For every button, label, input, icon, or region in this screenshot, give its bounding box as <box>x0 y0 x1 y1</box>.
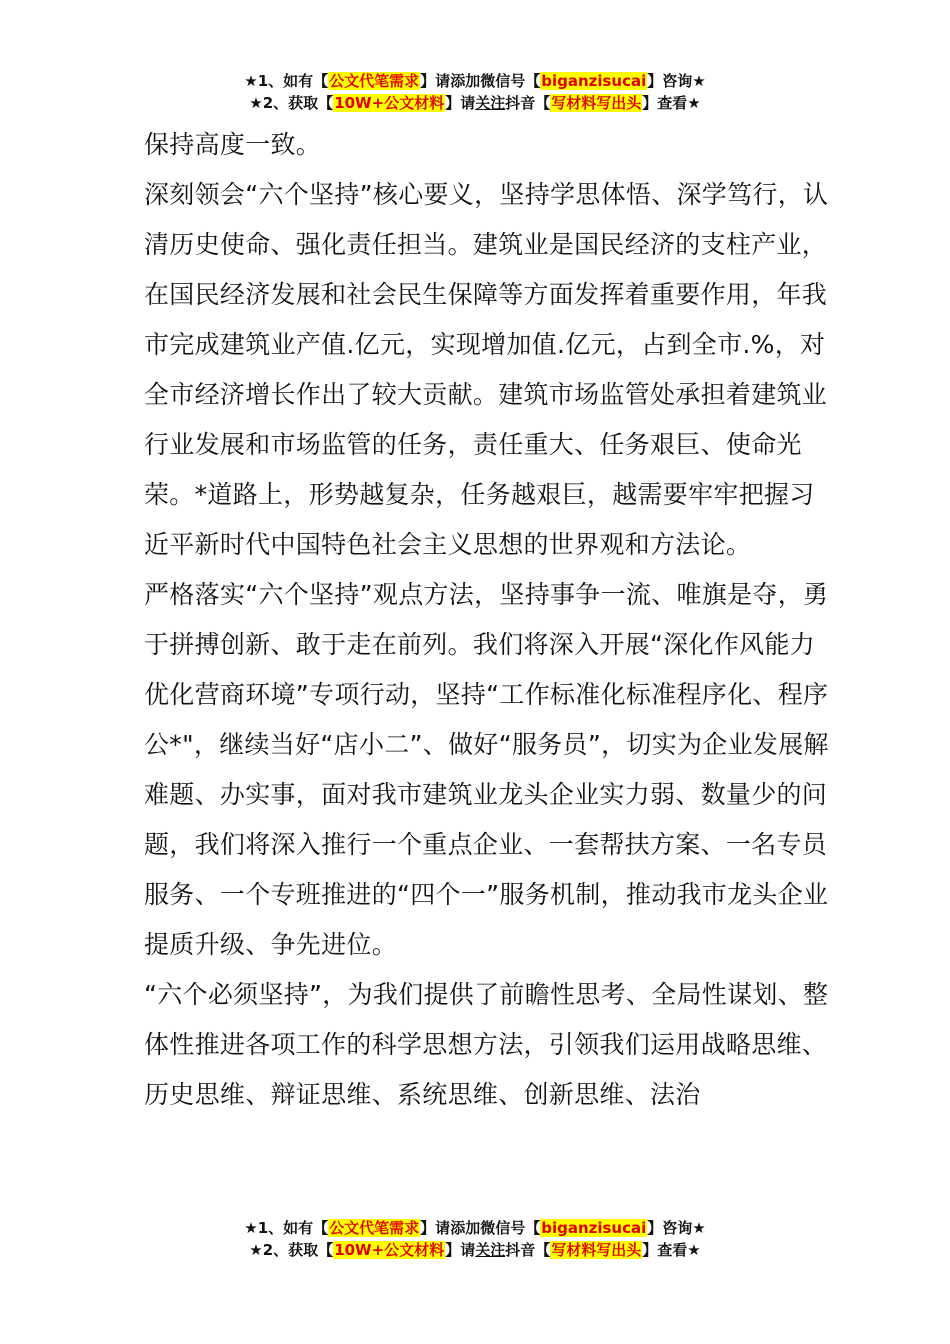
wechat-id-highlight: biganzisucai <box>541 1219 647 1237</box>
banner-text: 】查看★ <box>642 1241 701 1259</box>
banner-line-2 <box>0 92 950 114</box>
douyin-account-highlight: 写材料写出头 <box>551 1241 642 1259</box>
banner-text: 】请 <box>445 1241 476 1259</box>
banner-emphasis: 添加 <box>450 72 481 90</box>
banner-highlight: 公文代笔需求 <box>329 1219 420 1237</box>
banner-text: 】请 <box>420 1219 451 1237</box>
document-body <box>144 120 834 1120</box>
paragraph: 保持高度一致。 <box>144 130 322 159</box>
banner-text: ★1、如有【 <box>244 72 329 90</box>
banner-emphasis: 关注 <box>475 1241 506 1259</box>
banner-text: 】查看★ <box>642 94 701 112</box>
banner-line-1 <box>0 70 950 92</box>
douyin-account-highlight: 写材料写出头 <box>551 94 642 112</box>
paragraph: 严格落实“六个坚持”观点方法，坚持事争一流、唯旗是夺，勇于拼搏创新、敢于走在前列。我们将深入开展“深化作风能力优化营商环境”专项行动，坚持“工作标准化标准程序化、程序公*"，继续当好“店小二”、做好“服务员”，切实为企业发展解难题、办实事，面对我市建筑业龙头企业实力弱、数量少的问题，我们将深入推行一个重点企业、一套帮扶方案、一名专员服务、一个专班推进的“四个一”服务机制，推动我市龙头企业提质升级、争先进位。 <box>144 580 829 959</box>
banner-text: 微信号【 <box>480 1219 541 1237</box>
banner-text: 抖音【 <box>505 1241 551 1259</box>
banner-text: 微信号【 <box>480 72 541 90</box>
banner-emphasis: 关注 <box>475 94 506 112</box>
banner-highlight: 10W+公文材料 <box>334 94 445 112</box>
banner-line-2 <box>0 1239 950 1261</box>
banner-text: 】咨询★ <box>647 1219 706 1237</box>
banner-line-1 <box>0 1217 950 1239</box>
banner-top <box>0 70 950 114</box>
paragraph: 深刻领会“六个坚持”核心要义，坚持学思体悟、深学笃行，认清历史使命、强化责任担当。建筑业是国民经济的支柱产业，在国民经济发展和社会民生保障等方面发挥着重要作用，年我市完成建筑业产值.亿元，实现增加值.亿元，占到全市.%，对全市经济增长作出了较大贡献。建筑市场监管处承担着建筑业行业发展和市场监管的任务，责任重大、任务艰巨、使命光荣。*道路上，形势越复杂，任务越艰巨，越需要牢牢把握习近平新时代中国特色社会主义思想的世界观和方法论。 <box>144 180 829 559</box>
banner-text: 抖音【 <box>505 94 551 112</box>
banner-bottom <box>0 1217 950 1261</box>
paragraph: “六个必须坚持”，为我们提供了前瞻性思考、全局性谋划、整体性推进各项工作的科学思想方法，引领我们运用战略思维、历史思维、辩证思维、系统思维、创新思维、法治 <box>144 980 829 1109</box>
banner-highlight: 公文代笔需求 <box>329 72 420 90</box>
banner-text: ★1、如有【 <box>244 1219 329 1237</box>
banner-text: 】咨询★ <box>647 72 706 90</box>
banner-text: ★2、获取【 <box>249 1241 334 1259</box>
banner-emphasis: 添加 <box>450 1219 481 1237</box>
wechat-id-highlight: biganzisucai <box>541 72 647 90</box>
banner-text: 】请 <box>420 72 451 90</box>
banner-text: 】请 <box>445 94 476 112</box>
banner-text: ★2、获取【 <box>249 94 334 112</box>
banner-highlight: 10W+公文材料 <box>334 1241 445 1259</box>
